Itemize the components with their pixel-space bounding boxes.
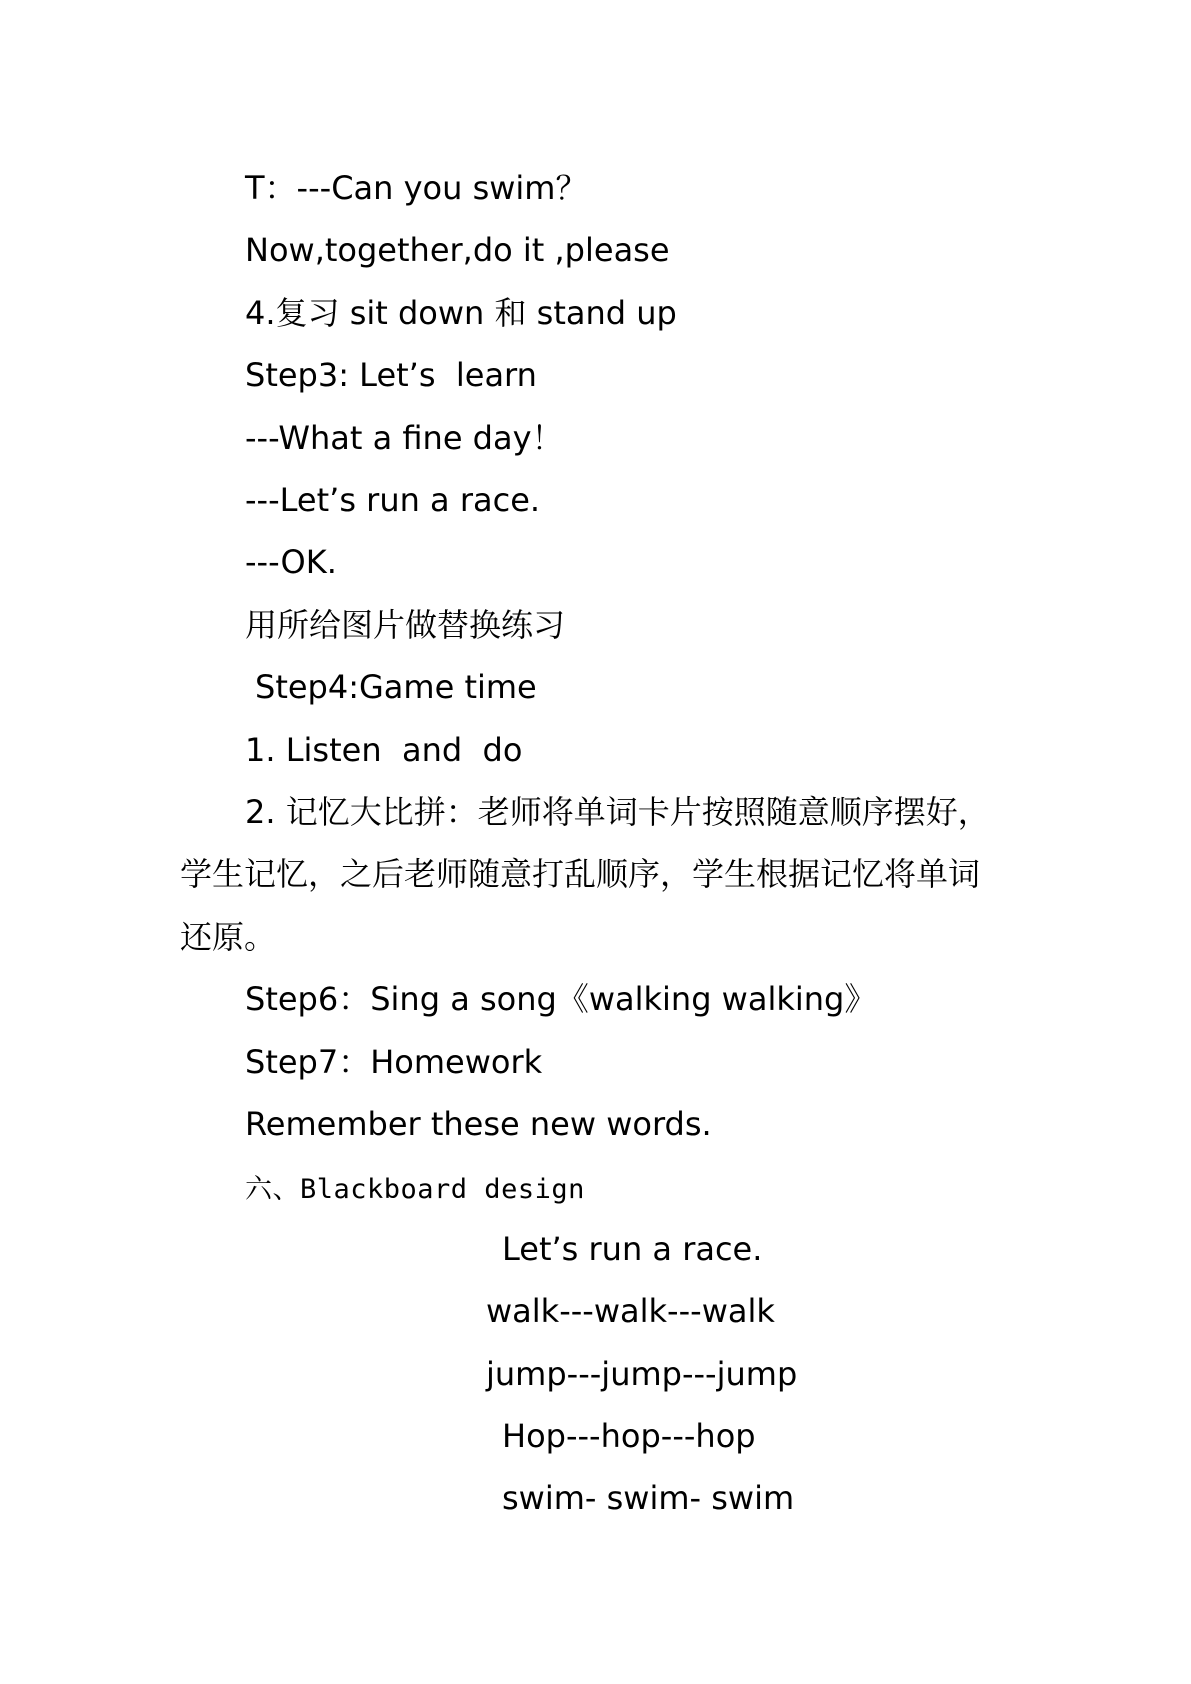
dialogue-line-ok: ---OK.: [245, 543, 337, 581]
blackboard-design-heading: 六、Blackboard design: [245, 1174, 585, 1205]
game-item-memory-line-2: 学生记忆，之后老师随意打乱顺序，学生根据记忆将单词: [180, 855, 981, 893]
dialogue-line-can-you-swim: T：---Can you swim？: [245, 169, 588, 207]
instruction-line-together: Now,together,do it ,please: [245, 231, 670, 269]
game-item-listen-do: 1. Listen and do: [245, 731, 523, 769]
dialogue-line-fine-day: ---What a fine day！: [245, 419, 564, 457]
blackboard-line-swim: swim- swim- swim: [502, 1479, 795, 1517]
blackboard-title: Let’s run a race.: [502, 1230, 763, 1268]
substitution-practice-line: 用所给图片做替换练习: [245, 606, 566, 644]
step3-heading: Step3: Let’s learn: [245, 356, 537, 394]
homework-line: Remember these new words.: [245, 1105, 712, 1143]
step4-heading: Step4:Game time: [255, 668, 537, 706]
step7-heading: Step7：Homework: [245, 1043, 543, 1081]
game-item-memory-line-3: 还原。: [180, 918, 277, 956]
blackboard-line-hop: Hop---hop---hop: [502, 1417, 756, 1455]
blackboard-line-jump: jump---jump---jump: [486, 1355, 798, 1393]
game-item-memory-line-1: 2. 记忆大比拼：老师将单词卡片按照随意顺序摆好，: [245, 793, 990, 831]
step6-heading: Step6：Sing a song《walking walking》: [245, 980, 877, 1018]
dialogue-line-run-race: ---Let’s run a race.: [245, 481, 541, 519]
review-line-sit-stand: 4.复习 sit down 和 stand up: [245, 294, 677, 332]
blackboard-line-walk: walk---walk---walk: [486, 1292, 775, 1330]
